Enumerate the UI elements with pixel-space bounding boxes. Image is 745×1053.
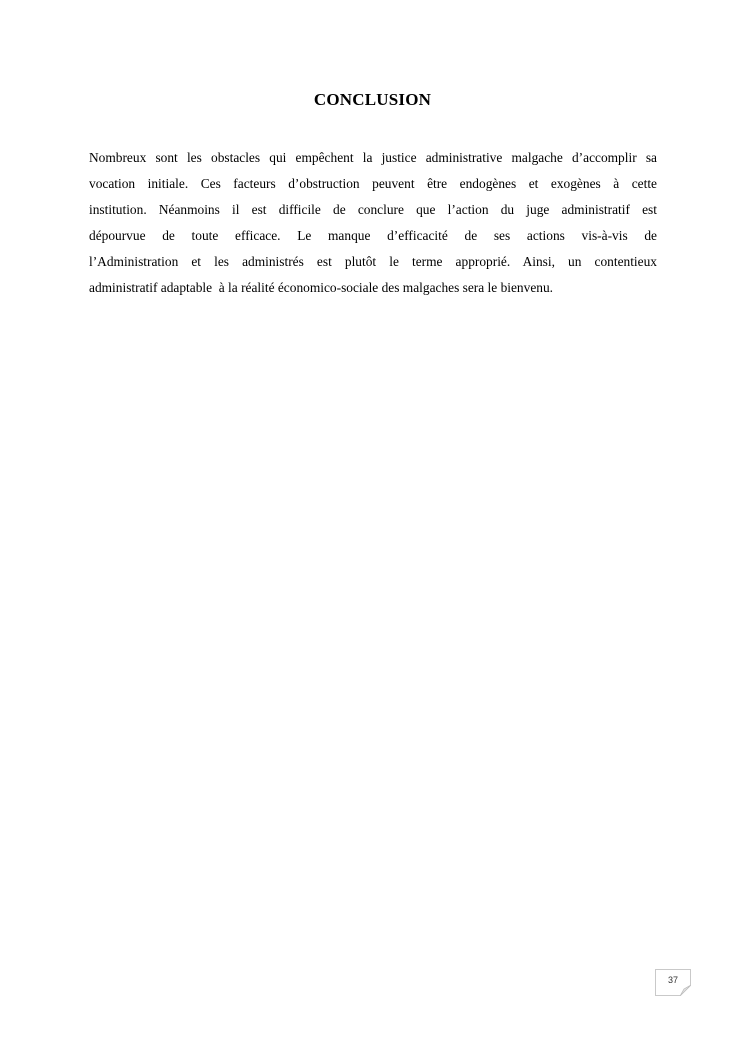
page-title: CONCLUSION [313, 90, 432, 109]
paragraph-line: administratif adaptable à la réalité économico-sociale des malgaches sera le bienvenu. [89, 280, 554, 295]
paragraph-line: institution. Néanmoins il est difficile de conclure que l’action du juge administratif est [89, 202, 657, 217]
paragraph-line: vocation initiale. Ces facteurs d’obstruction peuvent être endogènes et exogènes à cette [89, 176, 657, 191]
paragraph-line: l’Administration et les administrés est plutôt le terme approprié. Ainsi, un contentieux [89, 254, 657, 269]
paragraph-line: Nombreux sont les obstacles qui empêchent la justice administrative malgache d’accomplir sa [89, 150, 657, 165]
paragraph-line: dépourvue de toute efficace. Le manque d’efficacité de ses actions vis-à-vis de [89, 228, 657, 243]
conclusion-paragraph [89, 145, 657, 301]
page-number: 37 [667, 975, 678, 985]
page-number-box [655, 969, 691, 996]
folded-corner-icon [680, 985, 691, 996]
